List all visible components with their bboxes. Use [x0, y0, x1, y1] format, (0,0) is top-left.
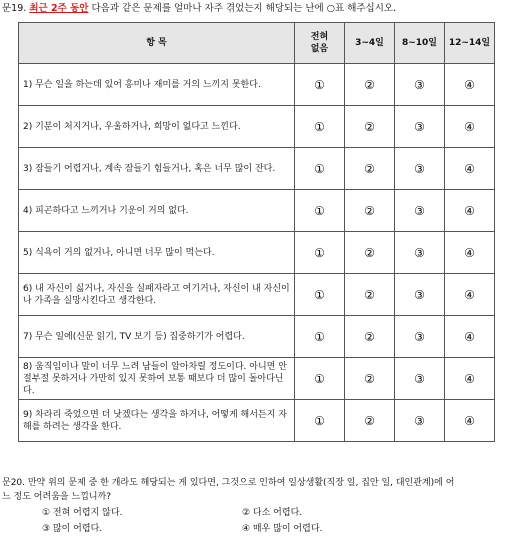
option-1-circle[interactable]: ① [295, 232, 345, 274]
option-1-circle[interactable]: ① [295, 316, 345, 358]
option-2-circle[interactable]: ② [345, 316, 395, 358]
header-never: 전혀 없음 [295, 23, 345, 64]
item-text: 1) 무슨 일을 하는데 있어 흥미나 재미를 거의 느끼지 못한다. [19, 64, 295, 106]
question-20-choices [2, 504, 503, 538]
question-19-highlight: 최근 2주 동안 [29, 3, 89, 14]
option-2-circle[interactable]: ② [345, 190, 395, 232]
table-header-row [19, 23, 495, 64]
option-3-circle[interactable]: ③ [395, 358, 445, 400]
choice-4[interactable]: ④ 매우 많이 어렵다. [242, 524, 323, 534]
option-2-circle[interactable]: ② [345, 106, 395, 148]
table-row [19, 358, 495, 400]
option-3-circle[interactable]: ③ [395, 232, 445, 274]
option-2-circle[interactable]: ② [345, 274, 395, 316]
option-3-circle[interactable]: ③ [395, 316, 445, 358]
option-1-circle[interactable]: ① [295, 400, 345, 442]
option-1-circle[interactable]: ① [295, 190, 345, 232]
choice-2[interactable]: ② 다소 어렵다. [242, 508, 303, 518]
choice-1[interactable]: ① 전혀 어렵지 않다. [42, 508, 123, 518]
option-1-circle[interactable]: ① [295, 358, 345, 400]
option-3-circle[interactable]: ③ [395, 64, 445, 106]
option-4-circle[interactable]: ④ [445, 232, 495, 274]
table-row [19, 400, 495, 442]
table-row [19, 148, 495, 190]
header-8-10-days: 8~10일 [395, 23, 445, 64]
question-19-text: 다음과 같은 문제를 얼마나 자주 겪었는지 해당되는 난에 ○표 해주십시오. [91, 3, 397, 14]
option-2-circle[interactable]: ② [345, 64, 395, 106]
option-4-circle[interactable]: ④ [445, 358, 495, 400]
question-20-text: 문20. 만약 위의 문제 중 한 개라도 해당되는 게 있다면, 그것으로 인하여 일상생활(직장 일, 집안 일, 대인관계)에 어느 정도 어려움을 느낍니까? [2, 478, 455, 502]
item-text: 4) 피곤하다고 느끼거나 기운이 거의 없다. [19, 190, 295, 232]
option-3-circle[interactable]: ③ [395, 274, 445, 316]
option-3-circle[interactable]: ③ [395, 106, 445, 148]
question-19 [2, 2, 503, 15]
option-3-circle[interactable]: ③ [395, 148, 445, 190]
item-text: 2) 기분이 처지거나, 우울하거나, 희망이 없다고 느낀다. [19, 106, 295, 148]
symptom-frequency-table [18, 22, 495, 442]
item-text: 8) 움직임이나 말이 너무 느려 남들이 알아차릴 정도이다. 아니면 안절부절 못하거나 가만히 있지 못하여 보통 때보다 더 많이 돌아다닌다. [19, 358, 295, 400]
table-row [19, 274, 495, 316]
option-2-circle[interactable]: ② [345, 358, 395, 400]
choice-3[interactable]: ③ 많이 어렵다. [42, 524, 103, 534]
question-20 [2, 476, 503, 538]
option-4-circle[interactable]: ④ [445, 316, 495, 358]
item-text: 7) 무슨 일에(신문 읽기, TV 보기 등) 집중하기가 어렵다. [19, 316, 295, 358]
option-1-circle[interactable]: ① [295, 148, 345, 190]
option-1-circle[interactable]: ① [295, 274, 345, 316]
option-1-circle[interactable]: ① [295, 64, 345, 106]
option-4-circle[interactable]: ④ [445, 190, 495, 232]
option-4-circle[interactable]: ④ [445, 400, 495, 442]
option-4-circle[interactable]: ④ [445, 148, 495, 190]
option-2-circle[interactable]: ② [345, 232, 395, 274]
item-text: 6) 내 자신이 싫거나, 자신을 실패자라고 여기거나, 자신이 내 자신이나 가족을 실망시킨다고 생각한다. [19, 274, 295, 316]
item-text: 5) 식욕이 거의 없거나, 아니면 너무 많이 먹는다. [19, 232, 295, 274]
option-4-circle[interactable]: ④ [445, 64, 495, 106]
header-item: 항 목 [19, 23, 295, 64]
table-row [19, 64, 495, 106]
header-3-4-days: 3~4일 [345, 23, 395, 64]
option-2-circle[interactable]: ② [345, 400, 395, 442]
item-text: 3) 잠들기 어렵거나, 계속 잠들기 힘들거나, 혹은 너무 많이 잔다. [19, 148, 295, 190]
option-4-circle[interactable]: ④ [445, 106, 495, 148]
table-row [19, 316, 495, 358]
option-3-circle[interactable]: ③ [395, 400, 445, 442]
question-19-number: 문19. [2, 3, 27, 14]
option-1-circle[interactable]: ① [295, 106, 345, 148]
option-4-circle[interactable]: ④ [445, 274, 495, 316]
header-12-14-days: 12~14일 [445, 23, 495, 64]
table-row [19, 232, 495, 274]
option-2-circle[interactable]: ② [345, 148, 395, 190]
option-3-circle[interactable]: ③ [395, 190, 445, 232]
table-row [19, 190, 495, 232]
item-text: 9) 차라리 죽었으면 더 낫겠다는 생각을 하거나, 어떻게 해서든지 자해를 하려는 생각을 한다. [19, 400, 295, 442]
table-row [19, 106, 495, 148]
